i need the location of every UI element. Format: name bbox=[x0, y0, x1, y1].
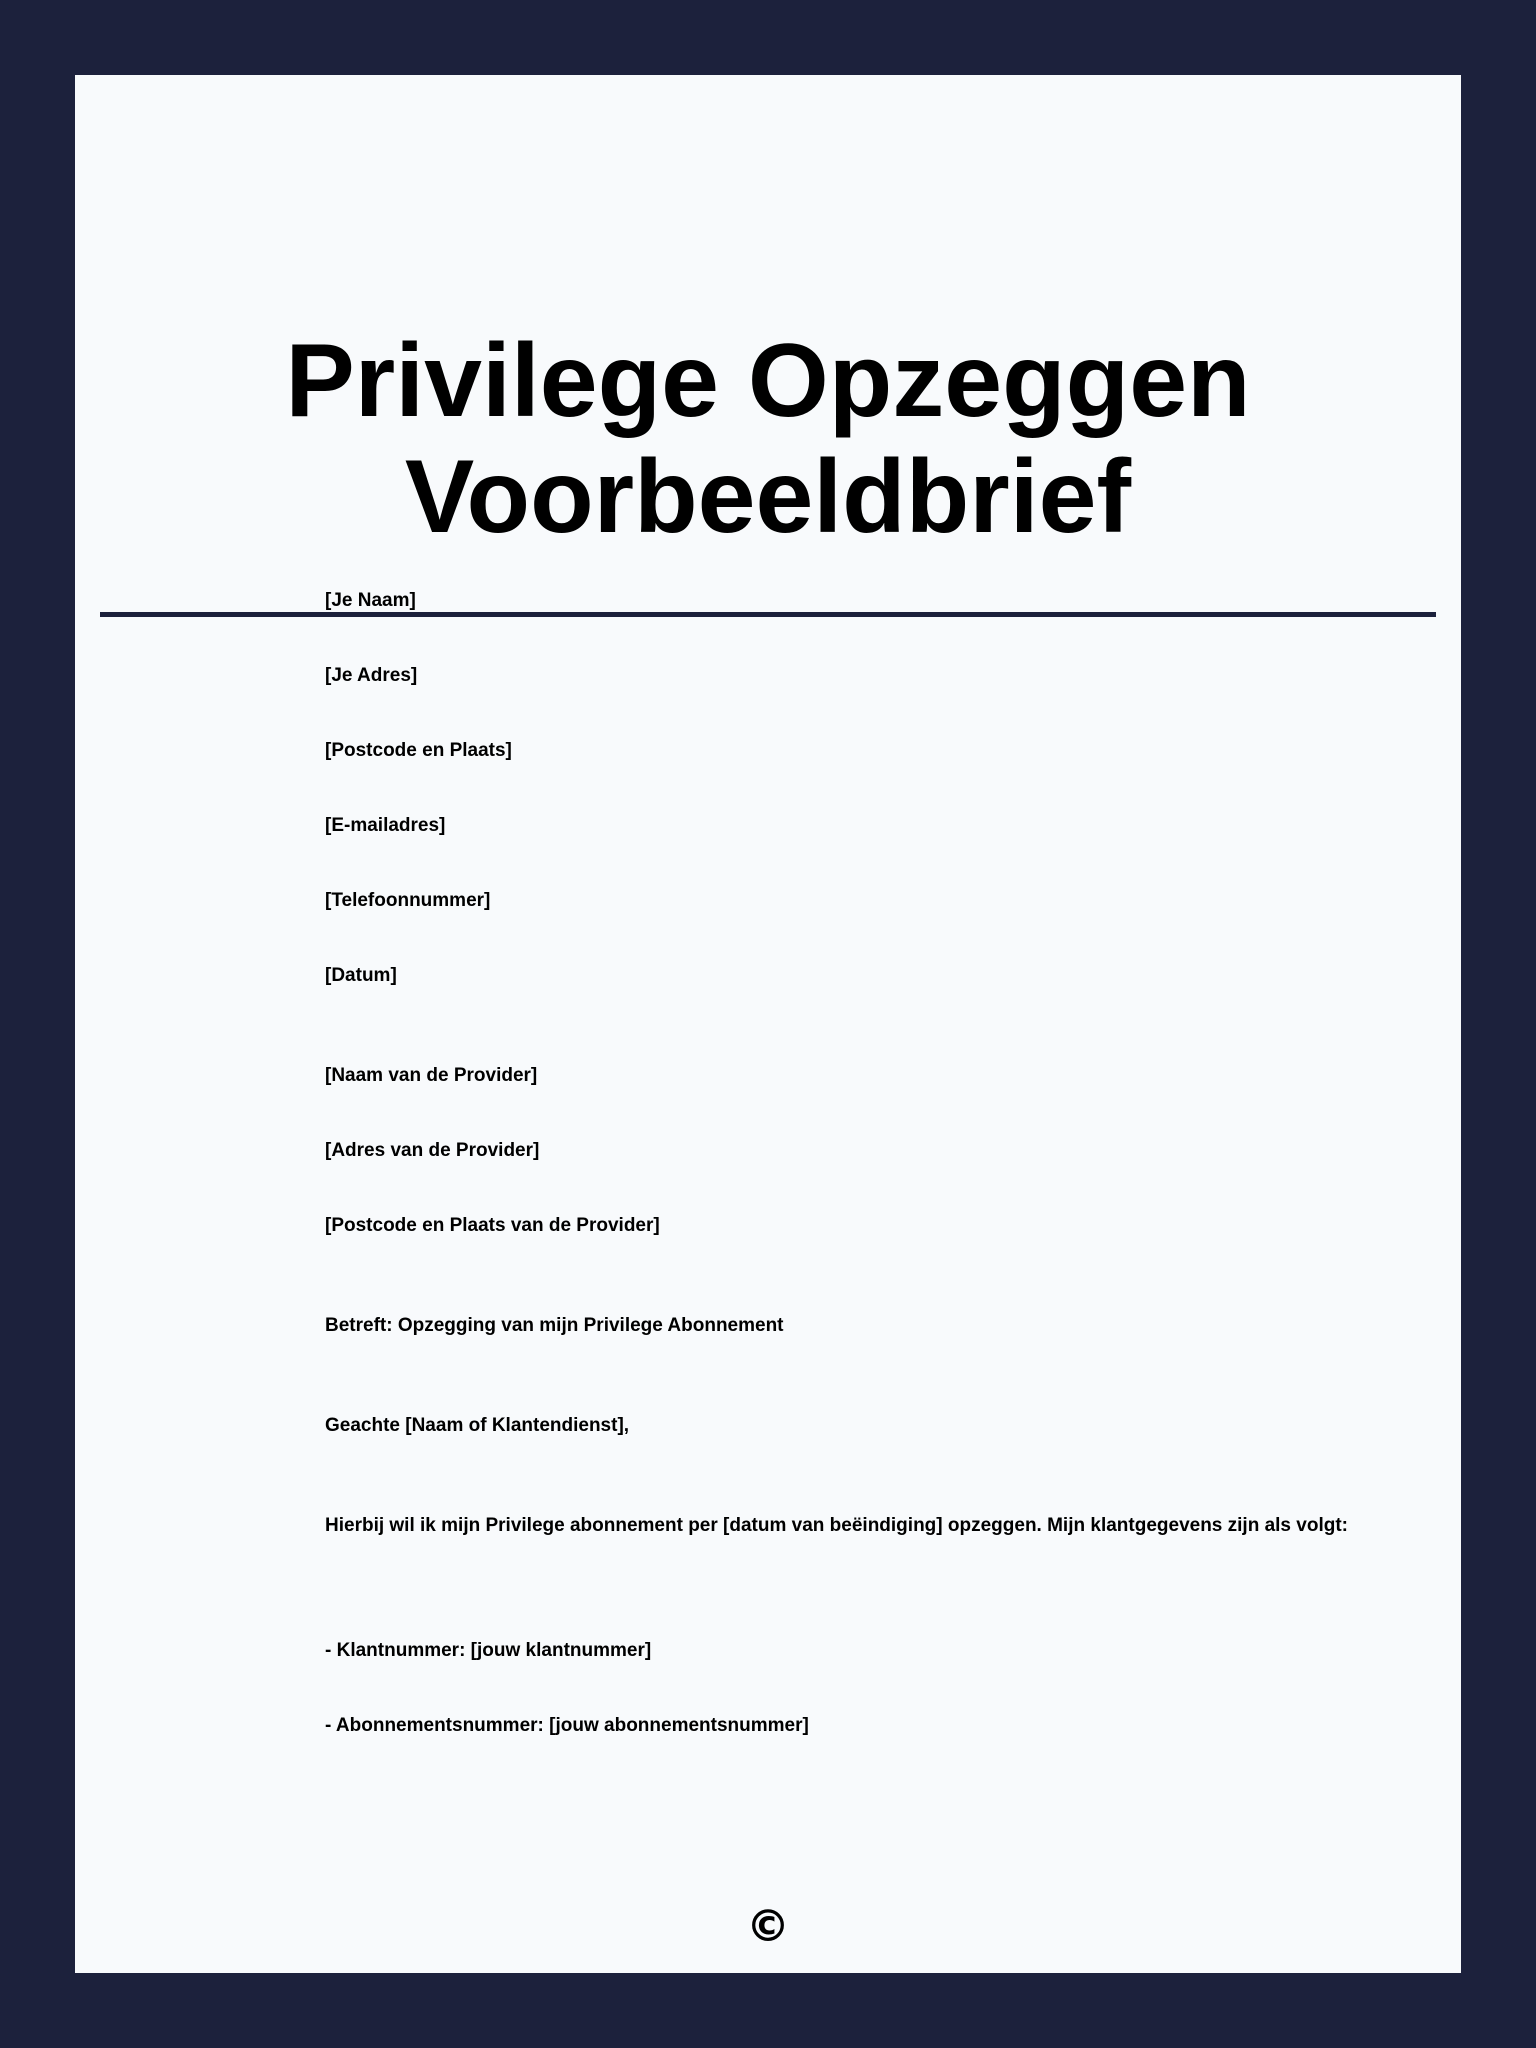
sender-phone: [Telefoonnummer] bbox=[325, 890, 491, 911]
sender-name: [Je Naam] bbox=[325, 590, 416, 611]
letter-salutation: Geachte [Naam of Klantendienst], bbox=[325, 1415, 630, 1436]
sender-email: [E-mailadres] bbox=[325, 815, 446, 836]
title-divider bbox=[100, 612, 1436, 617]
customer-number-line: - Klantnummer: [jouw klantnummer] bbox=[325, 1640, 652, 1661]
title-line-2: Voorbeeldbrief bbox=[404, 439, 1132, 555]
letter-subject: Betreft: Opzegging van mijn Privilege Abonnement bbox=[325, 1315, 784, 1336]
title-line-1: Privilege Opzeggen bbox=[285, 323, 1251, 439]
copyright-icon: © bbox=[746, 1901, 790, 1952]
letter-date: [Datum] bbox=[325, 965, 397, 986]
sender-postcode-city: [Postcode en Plaats] bbox=[325, 740, 512, 761]
sender-address: [Je Adres] bbox=[325, 665, 418, 686]
subscription-number-line: - Abonnementsnummer: [jouw abonnementsnummer] bbox=[325, 1715, 809, 1736]
recipient-postcode-city: [Postcode en Plaats van de Provider] bbox=[325, 1215, 660, 1236]
document-page bbox=[75, 75, 1461, 1973]
recipient-name: [Naam van de Provider] bbox=[325, 1065, 538, 1086]
document-title bbox=[75, 323, 1461, 555]
recipient-address: [Adres van de Provider] bbox=[325, 1140, 540, 1161]
letter-body: Hierbij wil ik mijn Privilege abonnement per [datum van beëindiging] opzeggen. Mijn klantgegevens zijn als volgt: bbox=[325, 1515, 1348, 1536]
